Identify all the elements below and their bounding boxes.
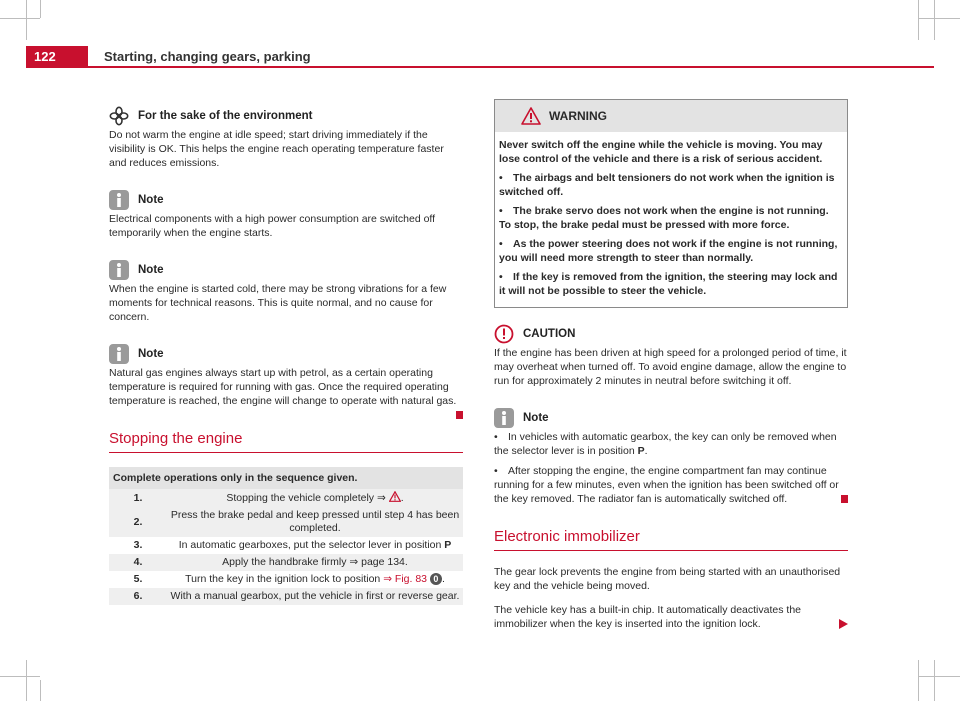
table-row: 3. In automatic gearboxes, put the selector lever in position P	[133, 539, 452, 551]
info-icon	[109, 260, 129, 280]
environment-block	[109, 106, 463, 170]
section-title-stopping: Stopping the engine	[109, 432, 463, 453]
list-item: • As the power steering does not work if the engine is not running, you will need more strength to steer than normally.	[499, 238, 838, 264]
list-item: • After stopping the engine, the engine compartment fan may continue running for a few minutes, even when the ignition has been switched off or the key removed. The radiator fan is automatically switched off.	[494, 464, 848, 506]
section-end-marker	[456, 411, 463, 419]
info-icon	[109, 344, 129, 364]
crop-mark	[26, 660, 27, 701]
right-column	[494, 99, 848, 641]
crop-mark	[40, 680, 41, 701]
left-column	[109, 106, 463, 605]
caution-block	[494, 324, 848, 388]
crop-mark	[0, 18, 40, 19]
note-block	[109, 260, 463, 324]
note-text: Electrical components with a high power consumption are switched off temporarily when the engine starts.	[109, 213, 436, 239]
environment-text: Do not warm the engine at idle speed; start driving immediately if the visibility is OK. This helps the engine reach operating temperature faster and reduces emissions.	[109, 129, 444, 169]
crop-mark	[918, 676, 960, 677]
table-row: 5. Turn the key in the ignition lock to position ⇒ Fig. 83 0 .	[133, 573, 445, 585]
table-row: 6. With a manual gearbox, put the vehicle in first or reverse gear.	[109, 588, 463, 605]
page-title: Starting, changing gears, parking	[104, 49, 311, 64]
table-row: 4. Apply the handbrake firmly ⇒ page 134.	[109, 554, 463, 571]
caution-title: CAUTION	[523, 328, 576, 340]
paragraph: The vehicle key has a built-in chip. It automatically deactivates the immobilizer when the key is inserted into the ignition lock.	[494, 603, 848, 631]
info-icon	[109, 190, 129, 210]
warning-title: WARNING	[549, 109, 607, 123]
table-header: Complete operations only in the sequence given.	[109, 467, 463, 489]
crop-mark	[918, 0, 919, 40]
crop-mark	[40, 0, 41, 18]
warning-intro: Never switch off the engine while the vehicle is moving. You may lose control of the vehicle and there is a risk of serious accident.	[499, 139, 823, 165]
page-number: 122	[26, 46, 88, 68]
caution-text: If the engine has been driven at high speed for a prolonged period of time, it may overheat when turned off. To avoid engine damage, allow the engine to run for approximately 2 minutes in neutral before switching it off.	[494, 347, 847, 387]
list-item: • The airbags and belt tensioners do not work when the ignition is switched off.	[499, 172, 835, 198]
flower-icon	[109, 106, 129, 126]
crop-mark	[934, 660, 935, 701]
list-item: • In vehicles with automatic gearbox, the key can only be removed when the selector lever is in position P.	[494, 431, 837, 457]
warning-icon	[521, 107, 541, 125]
warning-box	[494, 99, 848, 308]
crop-mark	[0, 676, 40, 677]
note-block	[109, 190, 463, 240]
figure-link[interactable]: ⇒ Fig. 83	[383, 573, 428, 585]
note-title: Note	[138, 194, 164, 206]
table-row: 2. Press the brake pedal and keep pressed until step 4 has been completed.	[109, 507, 463, 537]
crop-mark	[918, 660, 919, 701]
continue-arrow-icon	[839, 619, 848, 629]
note-block	[109, 344, 463, 408]
position-marker: 0	[430, 573, 442, 585]
warning-triangle-icon	[389, 491, 401, 502]
crop-mark	[934, 0, 935, 40]
header-rule	[88, 66, 934, 68]
list-item: • If the key is removed from the ignition, the steering may lock and it will not be possible to steer the vehicle.	[499, 271, 838, 297]
note-title: Note	[523, 412, 549, 424]
note-title: Note	[138, 348, 164, 360]
exclamation-icon	[494, 324, 514, 344]
note-text: When the engine is started cold, there may be strong vibrations for a few moments for technical reasons. This is quite normal, and no cause for concern.	[109, 283, 447, 323]
crop-mark	[26, 0, 27, 40]
note-title: Note	[138, 264, 164, 276]
info-icon	[494, 408, 514, 428]
note-block	[494, 408, 848, 506]
section-title-immobilizer: Electronic immobilizer	[494, 530, 848, 551]
list-item: • The brake servo does not work when the engine is not running. To stop, the brake pedal must be pressed with more force.	[499, 205, 829, 231]
paragraph: The gear lock prevents the engine from being started with an unauthorised key and the vehicle being moved.	[494, 566, 841, 592]
environment-title: For the sake of the environment	[138, 110, 313, 122]
table-row: 1. Stopping the vehicle completely ⇒ .	[109, 489, 463, 507]
note-text: Natural gas engines always start up with petrol, as a certain operating temperature is required for running with gas. Once the required operating temperature is reached, the engine will change to operate with natural gas.	[109, 366, 463, 408]
section-end-marker	[841, 495, 848, 503]
steps-table	[109, 467, 463, 605]
crop-mark	[918, 18, 960, 19]
